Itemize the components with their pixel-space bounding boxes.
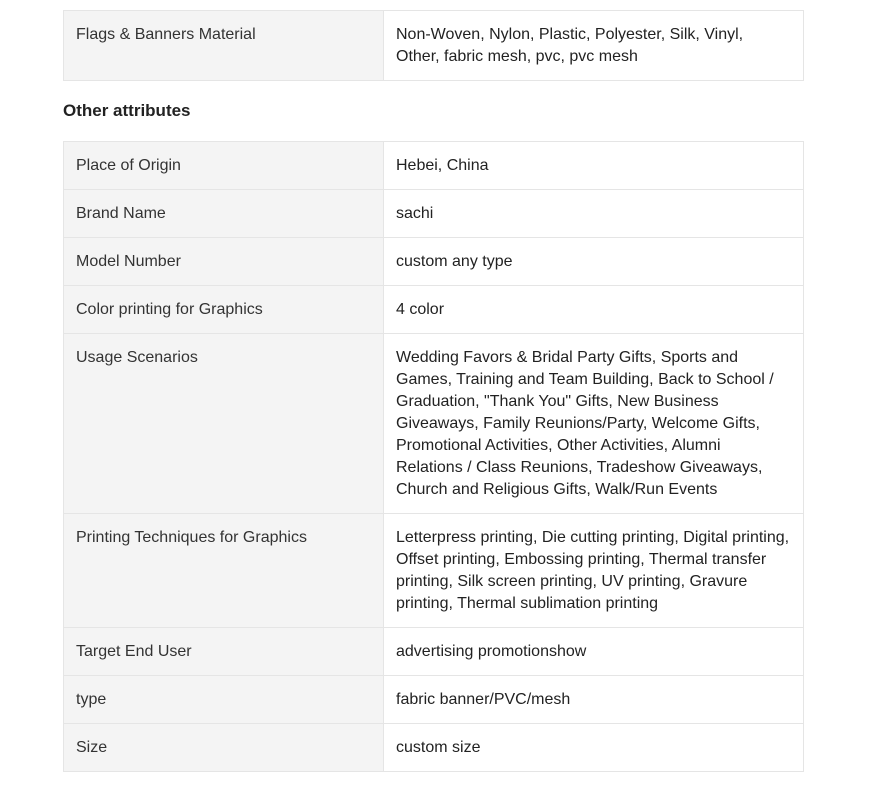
- attribute-value: sachi: [384, 190, 804, 238]
- table-row: [64, 514, 804, 628]
- material-table: [63, 10, 804, 81]
- attribute-value: fabric banner/PVC/mesh: [384, 676, 804, 724]
- attribute-name: Flags & Banners Material: [64, 11, 384, 81]
- attribute-value: Hebei, China: [384, 142, 804, 190]
- attribute-name: Target End User: [64, 628, 384, 676]
- attribute-name: type: [64, 676, 384, 724]
- attribute-value: Wedding Favors & Bridal Party Gifts, Sports and Games, Training and Team Building, Back to School / Graduation, "Thank You" Gifts, New Business Giveaways, Family Reunions/Party, Welcome Gifts, Promotional Activities, Other Activities, Alumni Relations / Class Reunions, Tradeshow Giveaways, Church and Religious Gifts, Walk/Run Events: [384, 334, 804, 514]
- attribute-name: Brand Name: [64, 190, 384, 238]
- table-row: [64, 676, 804, 724]
- table-row: [64, 142, 804, 190]
- table-row: [64, 190, 804, 238]
- attribute-name: Color printing for Graphics: [64, 286, 384, 334]
- attribute-value: Non-Woven, Nylon, Plastic, Polyester, Silk, Vinyl, Other, fabric mesh, pvc, pvc mesh: [384, 11, 804, 81]
- table-row: [64, 238, 804, 286]
- table-row: [64, 628, 804, 676]
- table-row: [64, 286, 804, 334]
- table-row: [64, 724, 804, 772]
- attribute-name: Size: [64, 724, 384, 772]
- product-attributes: [63, 10, 804, 772]
- attribute-value: advertising promotionshow: [384, 628, 804, 676]
- other-attributes-table: [63, 141, 804, 772]
- table-row: [64, 11, 804, 81]
- attribute-name: Usage Scenarios: [64, 334, 384, 514]
- table-row: [64, 334, 804, 514]
- attribute-name: Printing Techniques for Graphics: [64, 514, 384, 628]
- attribute-name: Model Number: [64, 238, 384, 286]
- attribute-value: custom any type: [384, 238, 804, 286]
- attribute-value: Letterpress printing, Die cutting printing, Digital printing, Offset printing, Embossing printing, Thermal transfer printing, Silk screen printing, UV printing, Gravure printing, Thermal sublimation printing: [384, 514, 804, 628]
- attribute-value: custom size: [384, 724, 804, 772]
- section-title: Other attributes: [63, 101, 191, 120]
- attribute-name: Place of Origin: [64, 142, 384, 190]
- attribute-value: 4 color: [384, 286, 804, 334]
